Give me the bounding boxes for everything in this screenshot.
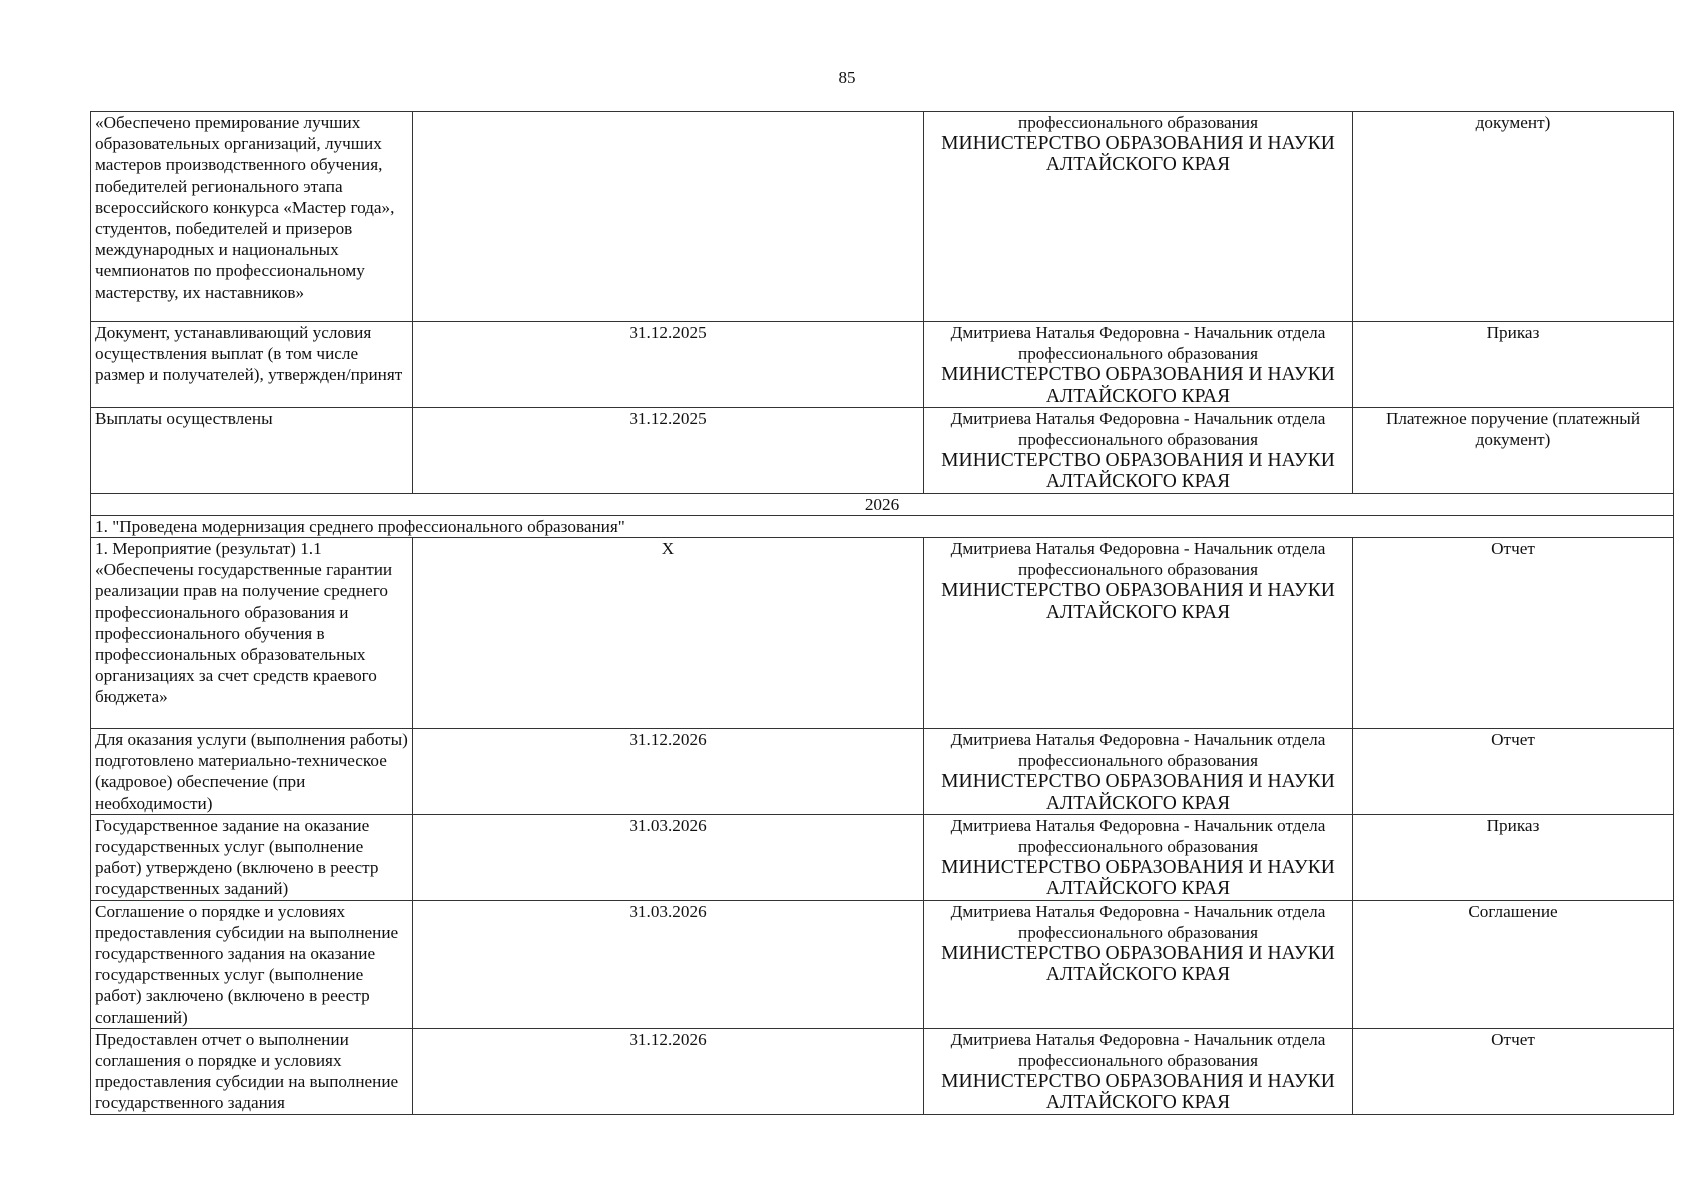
year-heading: 2026 (91, 493, 1674, 515)
row-document-type: Отчет (1353, 538, 1674, 729)
section-row (91, 515, 1674, 537)
row-document-type: документ) (1353, 112, 1674, 322)
responsible-ministry: МИНИСТЕРСТВО ОБРАЗОВАНИЯ И НАУКИ АЛТАЙСКОГО КРАЯ (941, 1071, 1335, 1114)
table-row (91, 814, 1674, 900)
row-document-type: Приказ (1353, 322, 1674, 408)
row-date: 31.12.2026 (413, 1028, 924, 1114)
row-date: 31.03.2026 (413, 814, 924, 900)
row-responsible (924, 322, 1353, 408)
row-responsible (924, 729, 1353, 815)
row-date: 31.12.2026 (413, 729, 924, 815)
row-responsible (924, 814, 1353, 900)
section-heading: 1. "Проведена модернизация среднего профессионального образования" (91, 515, 1674, 537)
row-document-type: Соглашение (1353, 900, 1674, 1028)
table-row (91, 538, 1674, 729)
responsible-person: Дмитриева Наталья Федоровна - Начальник отдела профессионального образования (950, 730, 1326, 771)
row-name: Соглашение о порядке и условиях предоставления субсидии на выполнение государственного задания на оказание государственных услуг (выполнение работ) заключено (включено в реестр соглашений) (91, 900, 413, 1028)
row-document-type: Приказ (1353, 814, 1674, 900)
table-row (91, 407, 1674, 493)
responsible-ministry: МИНИСТЕРСТВО ОБРАЗОВАНИЯ И НАУКИ АЛТАЙСКОГО КРАЯ (941, 450, 1335, 493)
responsible-ministry: МИНИСТЕРСТВО ОБРАЗОВАНИЯ И НАУКИ АЛТАЙСКОГО КРАЯ (941, 857, 1335, 900)
responsible-ministry: МИНИСТЕРСТВО ОБРАЗОВАНИЯ И НАУКИ АЛТАЙСКОГО КРАЯ (941, 943, 1335, 986)
table-row (91, 112, 1674, 322)
plan-table (90, 111, 1674, 1115)
row-name: Для оказания услуги (выполнения работы) подготовлено материально-техническое (кадровое) обеспечение (при необходимости) (91, 729, 413, 815)
responsible-ministry: МИНИСТЕРСТВО ОБРАЗОВАНИЯ И НАУКИ АЛТАЙСКОГО КРАЯ (941, 364, 1335, 407)
row-document-type: Отчет (1353, 729, 1674, 815)
row-date (413, 112, 924, 322)
responsible-ministry: МИНИСТЕРСТВО ОБРАЗОВАНИЯ И НАУКИ АЛТАЙСКОГО КРАЯ (941, 133, 1335, 176)
responsible-ministry: МИНИСТЕРСТВО ОБРАЗОВАНИЯ И НАУКИ АЛТАЙСКОГО КРАЯ (941, 771, 1335, 814)
row-name: Выплаты осуществлены (91, 407, 413, 493)
row-date: 31.03.2026 (413, 900, 924, 1028)
responsible-person: Дмитриева Наталья Федоровна - Начальник отдела профессионального образования (950, 815, 1326, 857)
row-responsible (924, 1028, 1353, 1114)
row-name: Государственное задание на оказание государственных услуг (выполнение работ) утверждено (включено в реестр государственных заданий) (91, 814, 413, 900)
responsible-person: профессионального образования (1018, 113, 1258, 132)
row-date: X (413, 538, 924, 729)
page-number: 85 (838, 68, 856, 87)
table-row (91, 729, 1674, 815)
row-responsible (924, 407, 1353, 493)
table-row (91, 900, 1674, 1028)
row-responsible (924, 538, 1353, 729)
responsible-person: Дмитриева Наталья Федоровна - Начальник отдела профессионального образования (950, 323, 1326, 364)
row-document-type: Отчет (1353, 1028, 1674, 1114)
row-name: Документ, устанавливающий условия осуществления выплат (в том числе размер и получателей), утвержден/принят (91, 322, 413, 408)
year-row (91, 493, 1674, 515)
responsible-ministry: МИНИСТЕРСТВО ОБРАЗОВАНИЯ И НАУКИ АЛТАЙСКОГО КРАЯ (941, 580, 1335, 623)
row-date: 31.12.2025 (413, 322, 924, 408)
responsible-person: Дмитриева Наталья Федоровна - Начальник отдела профессионального образования (950, 408, 1326, 450)
table-row (91, 322, 1674, 408)
row-responsible (924, 112, 1353, 322)
responsible-person: Дмитриева Наталья Федоровна - Начальник отдела профессионального образования (950, 901, 1326, 942)
row-name: «Обеспечено премирование лучших образовательных организаций, лучших мастеров производственного обучения, победителей регионального этапа всероссийского конкурса «Мастер года», студентов, победителей и призеров международных и национальных чемпионатов по профессиональному мастерству, их наставников» (91, 112, 413, 322)
row-date: 31.12.2025 (413, 407, 924, 493)
responsible-person: Дмитриева Наталья Федоровна - Начальник отдела профессионального образования (950, 539, 1326, 580)
responsible-person: Дмитриева Наталья Федоровна - Начальник отдела профессионального образования (950, 1029, 1326, 1071)
table-row (91, 1028, 1674, 1114)
row-name: Предоставлен отчет о выполнении соглашения о порядке и условиях предоставления субсидии на выполнение государственного задания (91, 1028, 413, 1114)
row-responsible (924, 900, 1353, 1028)
row-document-type: Платежное поручение (платежный документ) (1353, 407, 1674, 493)
row-name: 1. Мероприятие (результат) 1.1 «Обеспечены государственные гарантии реализации прав на получение среднего профессионального образования и профессионального обучения в профессиональных образовательных организациях за счет средств краевого бюджета» (91, 538, 413, 729)
